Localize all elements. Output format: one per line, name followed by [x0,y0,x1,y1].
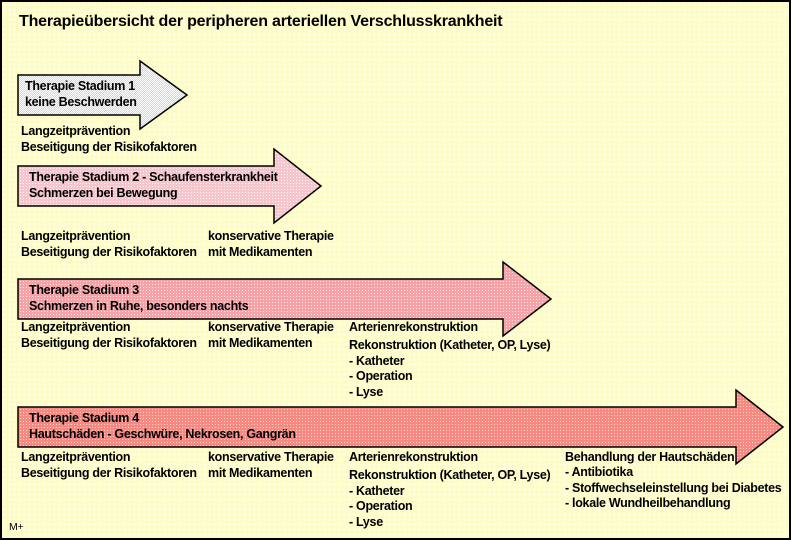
therapy-line: Beseitigung der Risikofaktoren [21,466,197,480]
stage2-title: Therapie Stadium 2 - Schaufensterkrankheit [29,170,278,184]
stage3-label [29,282,248,314]
therapy-line: - Operation [349,369,413,383]
therapy-line: - lokale Wundheilbehandlung [565,496,731,510]
therapy-list [349,468,550,530]
therapy-line: Langzeitprävention [21,229,131,243]
therapy-line: konservative Therapie [208,450,334,464]
therapy-line: Langzeitprävention [21,124,131,138]
stage2-label [29,169,278,201]
stage3-therapy-conservative [208,319,334,351]
therapy-line: Beseitigung der Risikofaktoren [21,245,197,259]
therapy-line: Langzeitprävention [21,450,131,464]
therapy-line: - Katheter [349,353,405,368]
therapy-line: mit Medikamenten [208,466,313,480]
stage4-therapy-reconstruction [349,449,550,530]
therapy-list [565,465,781,512]
stage3-title: Therapie Stadium 3 [29,283,139,297]
page-title: Therapieübersicht der peripheren arteriellen Verschlusskrankheit [19,13,503,30]
therapy-line: - Lyse [349,384,383,399]
therapy-line: - Katheter [349,483,405,498]
stage4-title: Therapie Stadium 4 [29,411,139,425]
therapy-line: Rekonstruktion (Katheter, OP, Lyse) [349,338,551,352]
therapy-line: - Stoffwechseleinstellung bei Diabetes [565,480,782,495]
stage4-therapy-wound-care [565,449,781,512]
stage1-label [25,78,137,110]
stage2-subtitle: Schmerzen bei Bewegung [29,186,178,200]
therapy-line: - Operation [349,499,413,513]
stage2-therapy-prevention [21,228,197,260]
therapy-line: konservative Therapie [208,229,334,243]
stage4-therapy-conservative [208,449,334,481]
stage1-subtitle: keine Beschwerden [25,95,137,109]
therapy-header: Arterienrekonstruktion [349,450,478,464]
therapy-line: Beseitigung der Risikofaktoren [21,140,197,154]
stage4-label [29,410,296,442]
therapy-line: mit Medikamenten [208,245,313,259]
therapy-line: mit Medikamenten [208,336,313,350]
stage1-title: Therapie Stadium 1 [25,79,135,93]
therapy-line: Rekonstruktion (Katheter, OP, Lyse) [349,468,551,482]
therapy-line: Beseitigung der Risikofaktoren [21,336,197,350]
therapy-line: Langzeitprävention [21,320,131,334]
stage2-therapy-conservative [208,228,334,260]
therapy-header: Arterienrekonstruktion [349,320,478,334]
stage3-subtitle: Schmerzen in Ruhe, besonders nachts [29,299,249,313]
stage3-therapy-prevention [21,319,197,351]
therapy-line: - Lyse [349,514,383,529]
therapy-line: - Antibiotika [565,465,633,479]
stage4-subtitle: Hautschäden - Geschwüre, Nekrosen, Gangrän [29,427,296,441]
therapy-header: Behandlung der Hautschäden [565,450,735,464]
therapy-line: konservative Therapie [208,320,334,334]
watermark-label: M+ [9,521,24,533]
stage4-therapy-prevention [21,449,197,481]
